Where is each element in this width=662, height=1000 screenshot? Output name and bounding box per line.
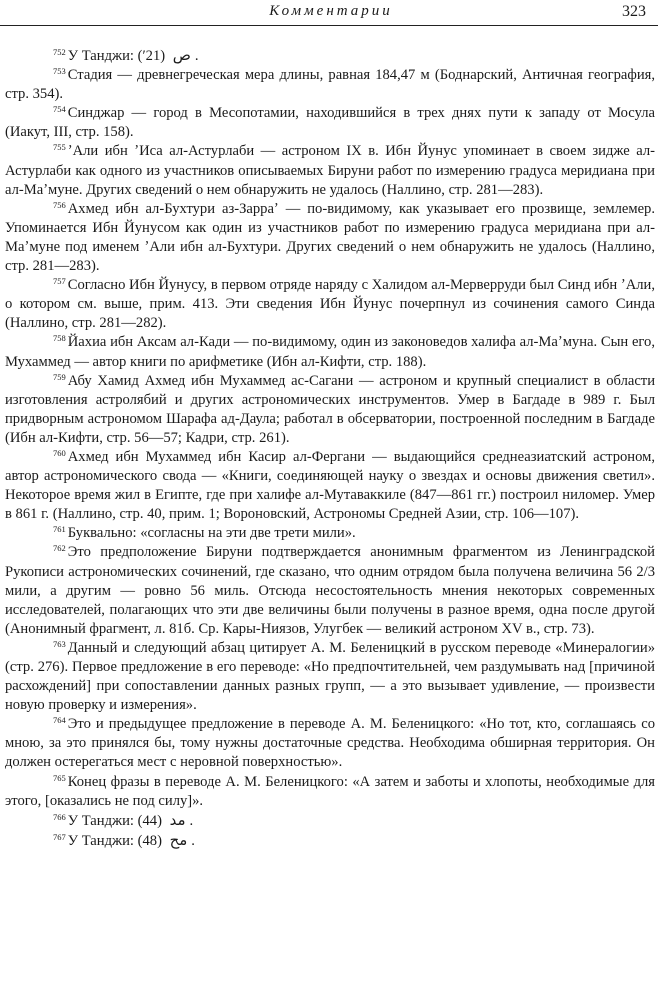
note-757: $^{757}$ Согласно Ибн Йунусу, в первом отряде наряду с Халидом ал-Мерверруди был Синд ибн ʼАли, о котором см. выше, прим. 413. Эти сведения Ибн Йунус почерпнул из сочинения самого Синда (Наллино, стр. 281—282). [5, 276, 655, 332]
note-761: $^{761}$ Буквально: «согласны на эти две трети мили». [53, 524, 356, 542]
note-760: $^{760}$ Ахмед ибн Мухаммед ибн Касир ал-Фергани — выдающийся среднеазиатский астроном, автор астрономического свода — «Книги, соединяющей науку о звездах и основы движения светил». Некоторое время жил в Египте, где при халифе ал-Мутаваккиле (847—861 гг.) построил ниломер. Умер в 861 г. (Наллино, стр. 40, прим. 1; Вороновский, Астрономы Средней Азии, стр. 106—107). [5, 447, 655, 523]
running-title: Комментарии [269, 3, 393, 19]
note-756: $^{756}$ Ахмед ибн ал-Бухтури аз-Зарраʼ — по-видимому, как указывает его прозвище, землемер. Упоминается Ибн Йунусом как один из участников работ по измерению градуса меридиана при ал-Маʼмуне под именем ʼАли ибн ал-Бухтури. Других сведений о нем обнаружить не удалось (Наллино, стр. 281—283). [5, 199, 655, 275]
arabic-glyph: مح [169, 830, 188, 849]
note-759: $^{759}$ Абу Хамид Ахмед ибн Мухаммед ас-Сагани — астроном и крупный специалист в области изготовления астролябий и других астрономических инструментов. Умер в Багдаде в 989 г. Был придворным астрономом Шарафа ад-Даула; работал в обсерватории, построенной последним в Багдаде (Ибн ал-Кифти, стр. 56—57; Кадри, стр. 261). [5, 371, 655, 446]
page-number: 323 [622, 3, 646, 20]
note-752: $^{752}$ У Танджи: ص (21′). [53, 46, 199, 64]
note-763: $^{763}$ Данный и следующий абзац цитирует А. М. Беленицкий в русском переводе «Минералогии» (стр. 276). Первое предложение в его переводе: «Но предпочтительней, чем раздумывать над [причиной расхождений] при сопоставлении данных разных групп, — а это вызывает удивление, — произвести новую проверку и измерения». [5, 638, 655, 714]
arabic-glyph: ص [172, 46, 191, 64]
note-753: $^{753}$ Стадия — древнегреческая мера длины, равная 184,47 м (Боднарский, Античная география, стр. 354). [5, 66, 655, 103]
note-764: $^{764}$ Это и предыдущее предложение в переводе А. М. Беленицкого: «Но тот, кто, соглашаясь со мною, за это принялся бы, тому нужны достаточные средства. Необходима обширная территория. Он должен остерегаться мест с неровной поверхностью». [5, 715, 655, 771]
note-754: $^{754}$ Синджар — город в Месопотамии, находившийся в трех днях пути к западу от Мосула (Иакут, III, стр. 158). [5, 104, 655, 141]
notes-body [5, 46, 655, 851]
arabic-glyph: مد [169, 810, 186, 829]
note-758: $^{758}$ Йахиа ибн Аксам ал-Кади — по-видимому, один из законоведов халифа ал-Маʼмуна. Сын его, Мухаммед — автор книги по арифметике (Ибн ал-Кифти, стр. 188). [5, 333, 655, 370]
page-header [0, 0, 662, 30]
note-762: $^{762}$ Это предположение Бируни подтверждается анонимным фрагментом из Ленинградской Рукописи астрономических сочинений, где сказано, что одним отрядом была получена величина 56 2/3 мили, а другим — ровно 56 миль. Отсюда несостоятельность мнения некоторых современных исследователей, полагающих что эти две величины были получены в разное время, одна после другой (Анонимный фрагмент, л. 81б. Ср. Кары-Ниязов, Улугбек — великий астроном XV в., стр. 73). [5, 543, 655, 637]
header-rule [0, 25, 658, 26]
note-755: $^{755}$ ʼАли ибн ʼИса ал-Астурлаби — астроном IX в. Ибн Йунус упоминает в своем зидже ал-Астурлаби как одного из участников описываемых Бируни работ по измерению градуса меридиана при ал-Маʼмуне. Других сведений о нем обнаружить не удалось (Наллино, стр. 281—283). [5, 142, 655, 198]
note-766: $^{766}$ У Танджи: مد (44). [53, 810, 194, 829]
note-765: $^{765}$ Конец фразы в переводе А. М. Беленицкого: «А затем и заботы и хлопоты, необходимые для этого, [оказались не под силу]». [5, 772, 655, 809]
note-767: $^{767}$ У Танджи: مح (48). [53, 830, 195, 849]
